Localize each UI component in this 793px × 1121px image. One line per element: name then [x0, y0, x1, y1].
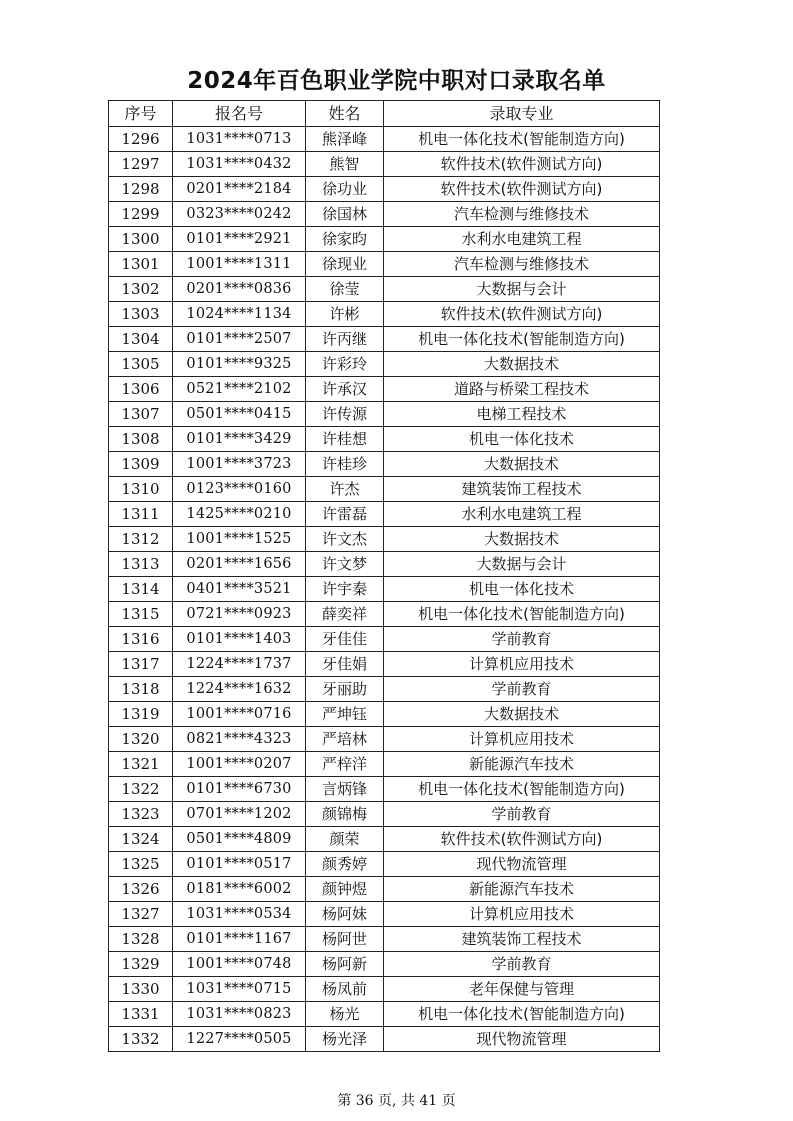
cell-reg-no: 0123****0160: [173, 477, 306, 502]
cell-major: 软件技术(软件测试方向): [384, 152, 660, 177]
cell-reg-no: 1031****0823: [173, 1002, 306, 1027]
cell-name: 徐功业: [306, 177, 384, 202]
cell-major: 学前教育: [384, 677, 660, 702]
table-row: [109, 727, 660, 752]
cell-reg-no: 1001****3723: [173, 452, 306, 477]
table-row: [109, 827, 660, 852]
table-row: [109, 577, 660, 602]
cell-seq: 1296: [109, 127, 173, 152]
cell-major: 软件技术(软件测试方向): [384, 302, 660, 327]
cell-name: 熊智: [306, 152, 384, 177]
cell-reg-no: 0323****0242: [173, 202, 306, 227]
cell-name: 许桂珍: [306, 452, 384, 477]
table-row: [109, 877, 660, 902]
header-name: 姓名: [306, 101, 384, 127]
table-row: [109, 452, 660, 477]
cell-reg-no: 0101****0517: [173, 852, 306, 877]
cell-reg-no: 0201****1656: [173, 552, 306, 577]
cell-major: 汽车检测与维修技术: [384, 252, 660, 277]
cell-reg-no: 0101****2507: [173, 327, 306, 352]
cell-major: 现代物流管理: [384, 852, 660, 877]
cell-major: 软件技术(软件测试方向): [384, 827, 660, 852]
cell-name: 严培林: [306, 727, 384, 752]
cell-name: 颜锦梅: [306, 802, 384, 827]
cell-reg-no: 0701****1202: [173, 802, 306, 827]
cell-seq: 1299: [109, 202, 173, 227]
page-footer: 第 36 页, 共 41 页: [337, 1093, 456, 1109]
table-row: [109, 802, 660, 827]
cell-name: 牙丽助: [306, 677, 384, 702]
cell-major: 机电一体化技术(智能制造方向): [384, 602, 660, 627]
cell-major: 大数据技术: [384, 452, 660, 477]
cell-seq: 1321: [109, 752, 173, 777]
cell-major: 汽车检测与维修技术: [384, 202, 660, 227]
cell-seq: 1298: [109, 177, 173, 202]
table-row: [109, 377, 660, 402]
table-row: [109, 502, 660, 527]
cell-name: 许传源: [306, 402, 384, 427]
cell-seq: 1325: [109, 852, 173, 877]
table-row: [109, 202, 660, 227]
header-reg-no: 报名号: [173, 101, 306, 127]
cell-seq: 1303: [109, 302, 173, 327]
cell-seq: 1315: [109, 602, 173, 627]
cell-major: 现代物流管理: [384, 1027, 660, 1052]
cell-reg-no: 1001****0716: [173, 702, 306, 727]
table-row: [109, 652, 660, 677]
cell-major: 大数据与会计: [384, 277, 660, 302]
cell-name: 许雷磊: [306, 502, 384, 527]
cell-seq: 1308: [109, 427, 173, 452]
cell-major: 机电一体化技术: [384, 427, 660, 452]
cell-seq: 1311: [109, 502, 173, 527]
table-row: [109, 552, 660, 577]
table-header-row: [109, 101, 660, 127]
table-row: [109, 777, 660, 802]
cell-seq: 1327: [109, 902, 173, 927]
cell-reg-no: 0101****6730: [173, 777, 306, 802]
cell-major: 计算机应用技术: [384, 652, 660, 677]
table-row: [109, 852, 660, 877]
table-row: [109, 152, 660, 177]
cell-major: 机电一体化技术(智能制造方向): [384, 777, 660, 802]
cell-seq: 1307: [109, 402, 173, 427]
cell-name: 许丙继: [306, 327, 384, 352]
table-row: [109, 277, 660, 302]
cell-seq: 1313: [109, 552, 173, 577]
cell-name: 许杰: [306, 477, 384, 502]
cell-seq: 1297: [109, 152, 173, 177]
header-major: 录取专业: [384, 101, 660, 127]
cell-name: 杨光: [306, 1002, 384, 1027]
cell-name: 徐国林: [306, 202, 384, 227]
cell-name: 杨阿妹: [306, 902, 384, 927]
cell-reg-no: 0101****9325: [173, 352, 306, 377]
cell-reg-no: 0501****4809: [173, 827, 306, 852]
cell-reg-no: 1031****0432: [173, 152, 306, 177]
cell-seq: 1310: [109, 477, 173, 502]
cell-name: 许桂想: [306, 427, 384, 452]
table-row: [109, 752, 660, 777]
cell-name: 言炳锋: [306, 777, 384, 802]
table-row: [109, 627, 660, 652]
cell-major: 机电一体化技术: [384, 577, 660, 602]
admission-table: [108, 100, 660, 1052]
cell-name: 徐莹: [306, 277, 384, 302]
cell-reg-no: 0181****6002: [173, 877, 306, 902]
cell-name: 许文梦: [306, 552, 384, 577]
cell-name: 颜钟煜: [306, 877, 384, 902]
table-body: [109, 127, 660, 1052]
cell-major: 机电一体化技术(智能制造方向): [384, 127, 660, 152]
table-row: [109, 252, 660, 277]
cell-reg-no: 0101****1403: [173, 627, 306, 652]
table-row: [109, 702, 660, 727]
cell-seq: 1332: [109, 1027, 173, 1052]
cell-major: 水利水电建筑工程: [384, 502, 660, 527]
cell-seq: 1305: [109, 352, 173, 377]
page-title: 2024年百色职业学院中职对口录取名单: [187, 68, 606, 94]
cell-name: 严梓洋: [306, 752, 384, 777]
cell-seq: 1323: [109, 802, 173, 827]
cell-major: 软件技术(软件测试方向): [384, 177, 660, 202]
cell-major: 学前教育: [384, 627, 660, 652]
cell-reg-no: 1001****0207: [173, 752, 306, 777]
table-row: [109, 1002, 660, 1027]
cell-name: 许彩玲: [306, 352, 384, 377]
cell-seq: 1316: [109, 627, 173, 652]
cell-seq: 1322: [109, 777, 173, 802]
cell-name: 许彬: [306, 302, 384, 327]
table-row: [109, 902, 660, 927]
table-row: [109, 402, 660, 427]
cell-seq: 1320: [109, 727, 173, 752]
cell-major: 大数据技术: [384, 352, 660, 377]
cell-reg-no: 0201****0836: [173, 277, 306, 302]
cell-reg-no: 0821****4323: [173, 727, 306, 752]
cell-seq: 1300: [109, 227, 173, 252]
table-row: [109, 302, 660, 327]
cell-major: 学前教育: [384, 802, 660, 827]
table-row: [109, 927, 660, 952]
table-row: [109, 952, 660, 977]
cell-reg-no: 0201****2184: [173, 177, 306, 202]
cell-major: 学前教育: [384, 952, 660, 977]
header-seq: 序号: [109, 101, 173, 127]
cell-name: 徐家昀: [306, 227, 384, 252]
cell-reg-no: 1001****1311: [173, 252, 306, 277]
cell-reg-no: 0521****2102: [173, 377, 306, 402]
cell-major: 计算机应用技术: [384, 727, 660, 752]
cell-name: 颜荣: [306, 827, 384, 852]
cell-seq: 1306: [109, 377, 173, 402]
cell-name: 杨阿新: [306, 952, 384, 977]
cell-reg-no: 1001****1525: [173, 527, 306, 552]
table-row: [109, 677, 660, 702]
cell-major: 水利水电建筑工程: [384, 227, 660, 252]
cell-major: 建筑装饰工程技术: [384, 477, 660, 502]
cell-name: 杨凤前: [306, 977, 384, 1002]
cell-reg-no: 1031****0713: [173, 127, 306, 152]
cell-reg-no: 0401****3521: [173, 577, 306, 602]
table-row: [109, 227, 660, 252]
cell-seq: 1328: [109, 927, 173, 952]
cell-name: 许宇秦: [306, 577, 384, 602]
cell-major: 大数据技术: [384, 702, 660, 727]
cell-seq: 1302: [109, 277, 173, 302]
cell-major: 机电一体化技术(智能制造方向): [384, 327, 660, 352]
cell-major: 大数据技术: [384, 527, 660, 552]
cell-name: 许承汉: [306, 377, 384, 402]
cell-reg-no: 0721****0923: [173, 602, 306, 627]
cell-reg-no: 1001****0748: [173, 952, 306, 977]
cell-reg-no: 0501****0415: [173, 402, 306, 427]
cell-name: 牙佳佳: [306, 627, 384, 652]
cell-seq: 1304: [109, 327, 173, 352]
cell-major: 机电一体化技术(智能制造方向): [384, 1002, 660, 1027]
cell-major: 大数据与会计: [384, 552, 660, 577]
table-row: [109, 477, 660, 502]
table-row: [109, 127, 660, 152]
table-row: [109, 602, 660, 627]
cell-name: 徐现业: [306, 252, 384, 277]
table-row: [109, 1027, 660, 1052]
cell-seq: 1314: [109, 577, 173, 602]
cell-seq: 1331: [109, 1002, 173, 1027]
cell-reg-no: 0101****3429: [173, 427, 306, 452]
table-row: [109, 327, 660, 352]
cell-name: 杨阿世: [306, 927, 384, 952]
cell-reg-no: 0101****1167: [173, 927, 306, 952]
cell-major: 道路与桥梁工程技术: [384, 377, 660, 402]
cell-seq: 1312: [109, 527, 173, 552]
cell-name: 杨光泽: [306, 1027, 384, 1052]
table-row: [109, 352, 660, 377]
cell-seq: 1319: [109, 702, 173, 727]
cell-reg-no: 1024****1134: [173, 302, 306, 327]
cell-major: 电梯工程技术: [384, 402, 660, 427]
cell-major: 老年保健与管理: [384, 977, 660, 1002]
cell-major: 建筑装饰工程技术: [384, 927, 660, 952]
cell-name: 牙佳娟: [306, 652, 384, 677]
cell-name: 严坤钰: [306, 702, 384, 727]
cell-major: 新能源汽车技术: [384, 877, 660, 902]
cell-name: 熊泽峰: [306, 127, 384, 152]
cell-name: 薛奕祥: [306, 602, 384, 627]
cell-seq: 1301: [109, 252, 173, 277]
cell-seq: 1318: [109, 677, 173, 702]
cell-name: 许文杰: [306, 527, 384, 552]
table-row: [109, 177, 660, 202]
cell-major: 新能源汽车技术: [384, 752, 660, 777]
cell-seq: 1309: [109, 452, 173, 477]
cell-seq: 1326: [109, 877, 173, 902]
table-row: [109, 977, 660, 1002]
cell-seq: 1324: [109, 827, 173, 852]
cell-reg-no: 1031****0715: [173, 977, 306, 1002]
cell-major: 计算机应用技术: [384, 902, 660, 927]
cell-reg-no: 0101****2921: [173, 227, 306, 252]
table-row: [109, 427, 660, 452]
cell-name: 颜秀婷: [306, 852, 384, 877]
cell-seq: 1330: [109, 977, 173, 1002]
cell-seq: 1317: [109, 652, 173, 677]
cell-reg-no: 1224****1632: [173, 677, 306, 702]
cell-reg-no: 1227****0505: [173, 1027, 306, 1052]
cell-reg-no: 1425****0210: [173, 502, 306, 527]
cell-reg-no: 1031****0534: [173, 902, 306, 927]
table-row: [109, 527, 660, 552]
cell-seq: 1329: [109, 952, 173, 977]
cell-reg-no: 1224****1737: [173, 652, 306, 677]
